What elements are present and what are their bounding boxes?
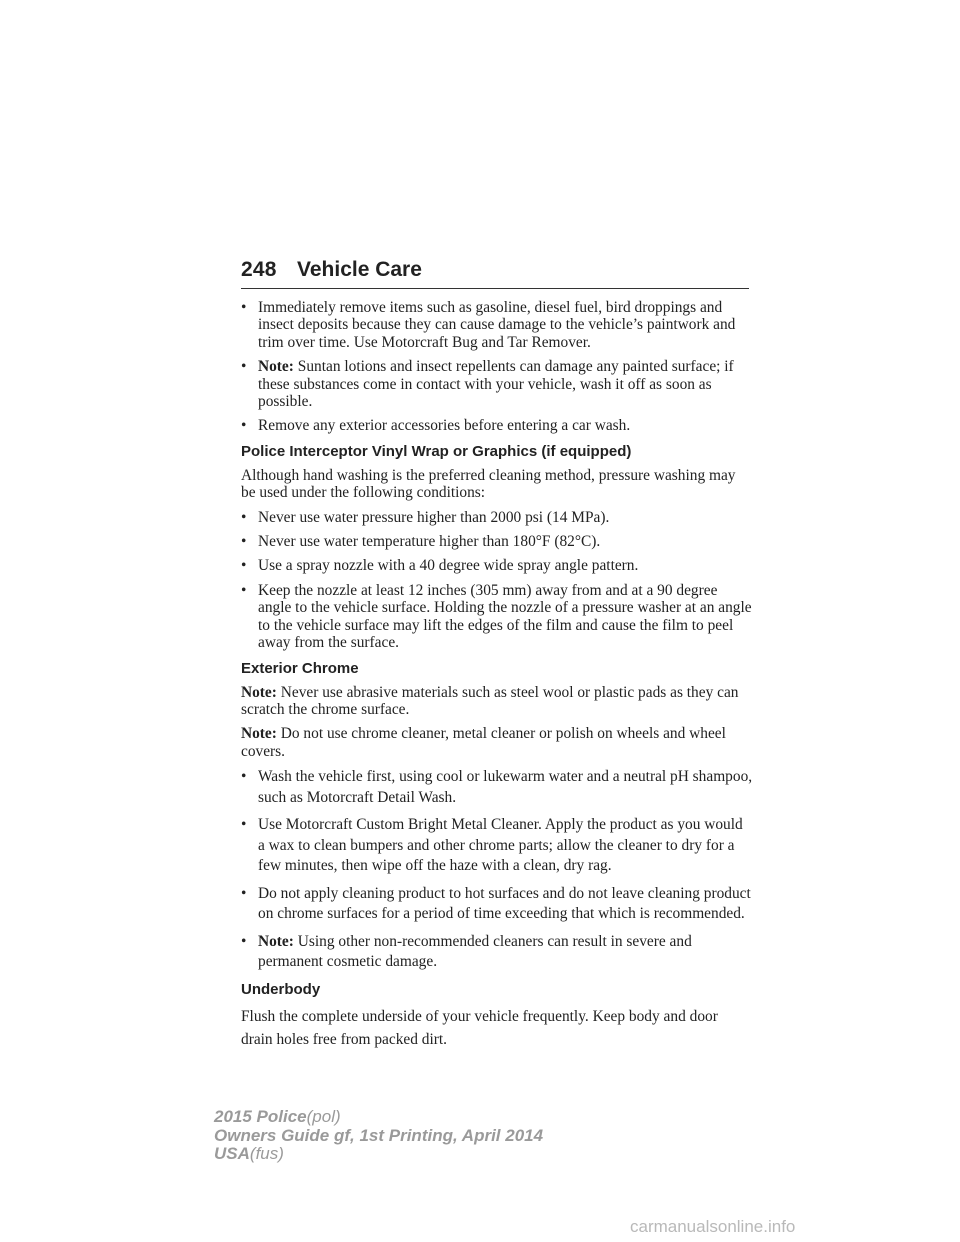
bullet-glyph: •	[241, 768, 247, 786]
note-label: Note:	[258, 932, 294, 950]
list-item: • Never use water temperature higher than 180°F (82°C).	[241, 533, 601, 551]
chrome-heading: Exterior Chrome	[241, 659, 359, 677]
footer-line-3: USA(fus)	[214, 1144, 284, 1163]
bullet-glyph: •	[241, 816, 247, 834]
footer-line-2: Owners Guide gf, 1st Printing, April 2014	[214, 1125, 544, 1145]
list-item: • Use a spray nozzle with a 40 degree wide spray angle pattern.	[241, 557, 639, 575]
page-content	[241, 299, 753, 1058]
section-title: Vehicle Care	[297, 258, 422, 281]
vinyl-intro: Although hand washing is the preferred cleaning method, pressure washing may be used under the following conditions:	[241, 466, 736, 502]
page-header	[241, 258, 749, 290]
watermark: carmanualsonline.info	[630, 1217, 796, 1236]
bullet-glyph: •	[241, 299, 247, 316]
chrome-note-2: Note: Do not use chrome cleaner, metal cleaner or polish on wheels and wheel covers.	[241, 725, 726, 760]
bullet-glyph: •	[241, 417, 247, 435]
page-footer	[214, 1108, 543, 1164]
note-label: Note:	[258, 358, 294, 376]
underbody-heading: Underbody	[241, 980, 321, 998]
list-item: • Wash the vehicle first, using cool or lukewarm water and a neutral pH shampoo, such as Motorcraft Detail Wash.	[241, 768, 753, 806]
note-label: Note:	[241, 725, 277, 743]
bullet-glyph: •	[241, 358, 247, 376]
header-divider	[241, 288, 749, 289]
bullet-glyph: •	[241, 557, 247, 575]
bullet-glyph: •	[241, 508, 247, 526]
page-number: 248	[241, 258, 277, 281]
list-item: • Keep the nozzle at least 12 inches (305 mm) away from and at a 90 degree angle to the vehicle surface. Holding the nozzle of a pressure washer at an angle to the vehicle surface may lift the edges of the film and cause the film to peel away from the surface.	[241, 581, 752, 652]
list-item: • Note: Suntan lotions and insect repellents can damage any painted surface; if these substances come in contact with your vehicle, wash it off as soon as possible.	[241, 358, 734, 411]
list-item: • Do not apply cleaning product to hot surfaces and do not leave cleaning product on chrome surfaces for a period of time exceeding that which is recommended.	[241, 884, 751, 923]
bullet-glyph: •	[241, 932, 247, 950]
note-label: Note:	[241, 683, 277, 701]
vinyl-heading: Police Interceptor Vinyl Wrap or Graphics (if equipped)	[241, 442, 632, 460]
bullet-glyph: •	[241, 884, 247, 902]
list-item: • Never use water pressure higher than 2000 psi (14 MPa).	[241, 508, 610, 526]
list-item: • Note: Using other non-recommended cleaners can result in severe and permanent cosmetic damage.	[241, 932, 692, 971]
list-item: • Use Motorcraft Custom Bright Metal Cleaner. Apply the product as you would a wax to clean bumpers and other chrome parts; allow the cleaner to dry for a few minutes, then wipe off the haze with a clean, dry rag.	[241, 816, 743, 875]
bullet-glyph: •	[241, 533, 247, 551]
footer-line-1: 2015 Police(pol)	[214, 1107, 341, 1126]
underbody-text: Flush the complete underside of your vehicle frequently. Keep body and door drain holes free from packed dirt.	[241, 1007, 718, 1048]
list-item: • Immediately remove items such as gasoline, diesel fuel, bird droppings and insect deposits because they can cause damage to the vehicle’s paintwork and trim over time. Use Motorcraft Bug and Tar Remover.	[241, 299, 736, 351]
chrome-note-1: Note: Never use abrasive materials such as steel wool or plastic pads as they can scratch the chrome surface.	[241, 683, 739, 718]
list-item: • Remove any exterior accessories before entering a car wash.	[241, 417, 631, 435]
bullet-glyph: •	[241, 581, 247, 599]
